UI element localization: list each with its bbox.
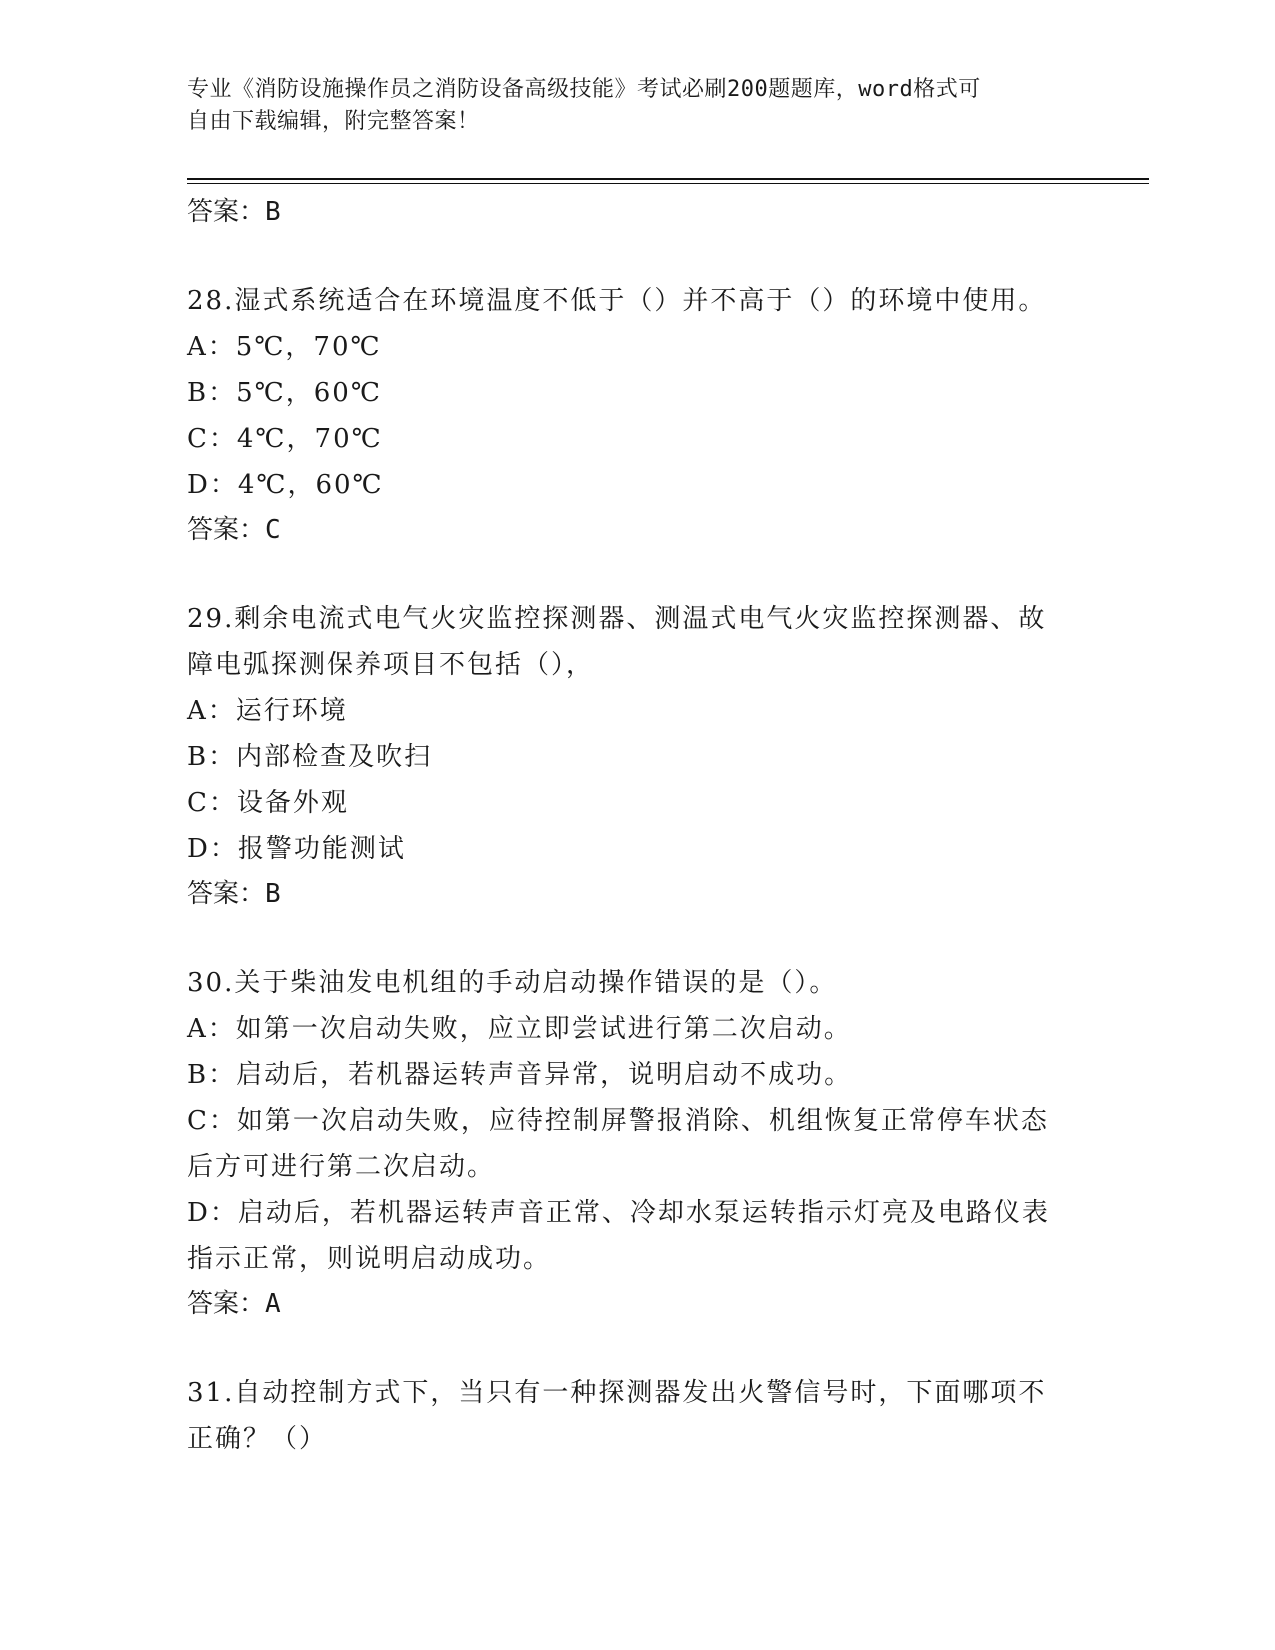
answer-option-line: A：5℃，70℃ (187, 332, 382, 362)
answer-option-line: A：如第一次启动失败，应立即尝试进行第二次启动。 (187, 1014, 852, 1044)
question-text (187, 278, 1087, 324)
question-spacer (187, 916, 1087, 960)
answer-option (187, 734, 1087, 780)
question-text (187, 960, 1087, 1006)
question-text (187, 596, 1087, 688)
answer-option (187, 1190, 1087, 1282)
answer-option-line: D：报警功能测试 (187, 834, 406, 864)
header-divider-thick (187, 178, 1149, 180)
answer-option-line: C：4℃，70℃ (187, 424, 383, 454)
answer-line: 答案：B (187, 879, 281, 909)
answer-line: 答案：C (187, 515, 281, 545)
question-list (187, 190, 1087, 1462)
answer-option (187, 1052, 1087, 1098)
answer-option (187, 462, 1087, 508)
question-spacer (187, 552, 1087, 596)
question-text-line: 28.湿式系统适合在环境温度不低于（）并不高于（）的环境中使用。 (187, 286, 1047, 316)
answer-line: 答案：A (187, 1289, 281, 1319)
question-text-line: 30.关于柴油发电机组的手动启动操作错误的是（）。 (187, 968, 838, 998)
question-block (187, 596, 1087, 916)
answer-option (187, 688, 1087, 734)
question-spacer (187, 234, 1087, 278)
answer-line: 答案：B (187, 197, 281, 227)
answer-option (187, 1098, 1087, 1190)
document-header (187, 74, 1067, 138)
question-block (187, 1370, 1087, 1462)
question-block (187, 278, 1087, 552)
answer-option-line: B：内部检查及吹扫 (187, 742, 433, 772)
question-text-line: 29.剩余电流式电气火灾监控探测器、测温式电气火灾监控探测器、故 (187, 604, 1047, 634)
header-line-1: 专业《消防设施操作员之消防设备高级技能》考试必刷200题题库，word格式可 (187, 77, 981, 102)
answer-option (187, 1006, 1087, 1052)
answer-option (187, 324, 1087, 370)
header-line-2: 自由下载编辑，附完整答案！ (187, 109, 480, 134)
question-text (187, 1370, 1087, 1462)
answer-option-line: C：设备外观 (187, 788, 349, 818)
answer-option (187, 780, 1087, 826)
header-divider-thin (187, 183, 1149, 184)
answer-option-line: C：如第一次启动失败，应待控制屏警报消除、机组恢复正常停车状态 (187, 1106, 1049, 1136)
answer-option (187, 370, 1087, 416)
answer-option-line: 指示正常，则说明启动成功。 (187, 1244, 552, 1274)
answer-option (187, 826, 1087, 872)
answer-option-line: D：启动后，若机器运转声音正常、冷却水泵运转指示灯亮及电路仪表 (187, 1198, 1050, 1228)
answer-option-line: A：运行环境 (187, 696, 348, 726)
question-text-line: 障电弧探测保养项目不包括（）， (187, 650, 595, 680)
answer-option-line: B：5℃，60℃ (187, 378, 382, 408)
answer-option-line: D：4℃，60℃ (187, 470, 384, 500)
question-spacer (187, 1326, 1087, 1370)
question-text-line: 正确？（） (187, 1424, 328, 1454)
question-text-line: 31.自动控制方式下，当只有一种探测器发出火警信号时，下面哪项不 (187, 1378, 1047, 1408)
answer-option-line: B：启动后，若机器运转声音异常，说明启动不成功。 (187, 1060, 853, 1090)
answer-option (187, 416, 1087, 462)
answer-option-line: 后方可进行第二次启动。 (187, 1152, 496, 1182)
question-block (187, 960, 1087, 1326)
